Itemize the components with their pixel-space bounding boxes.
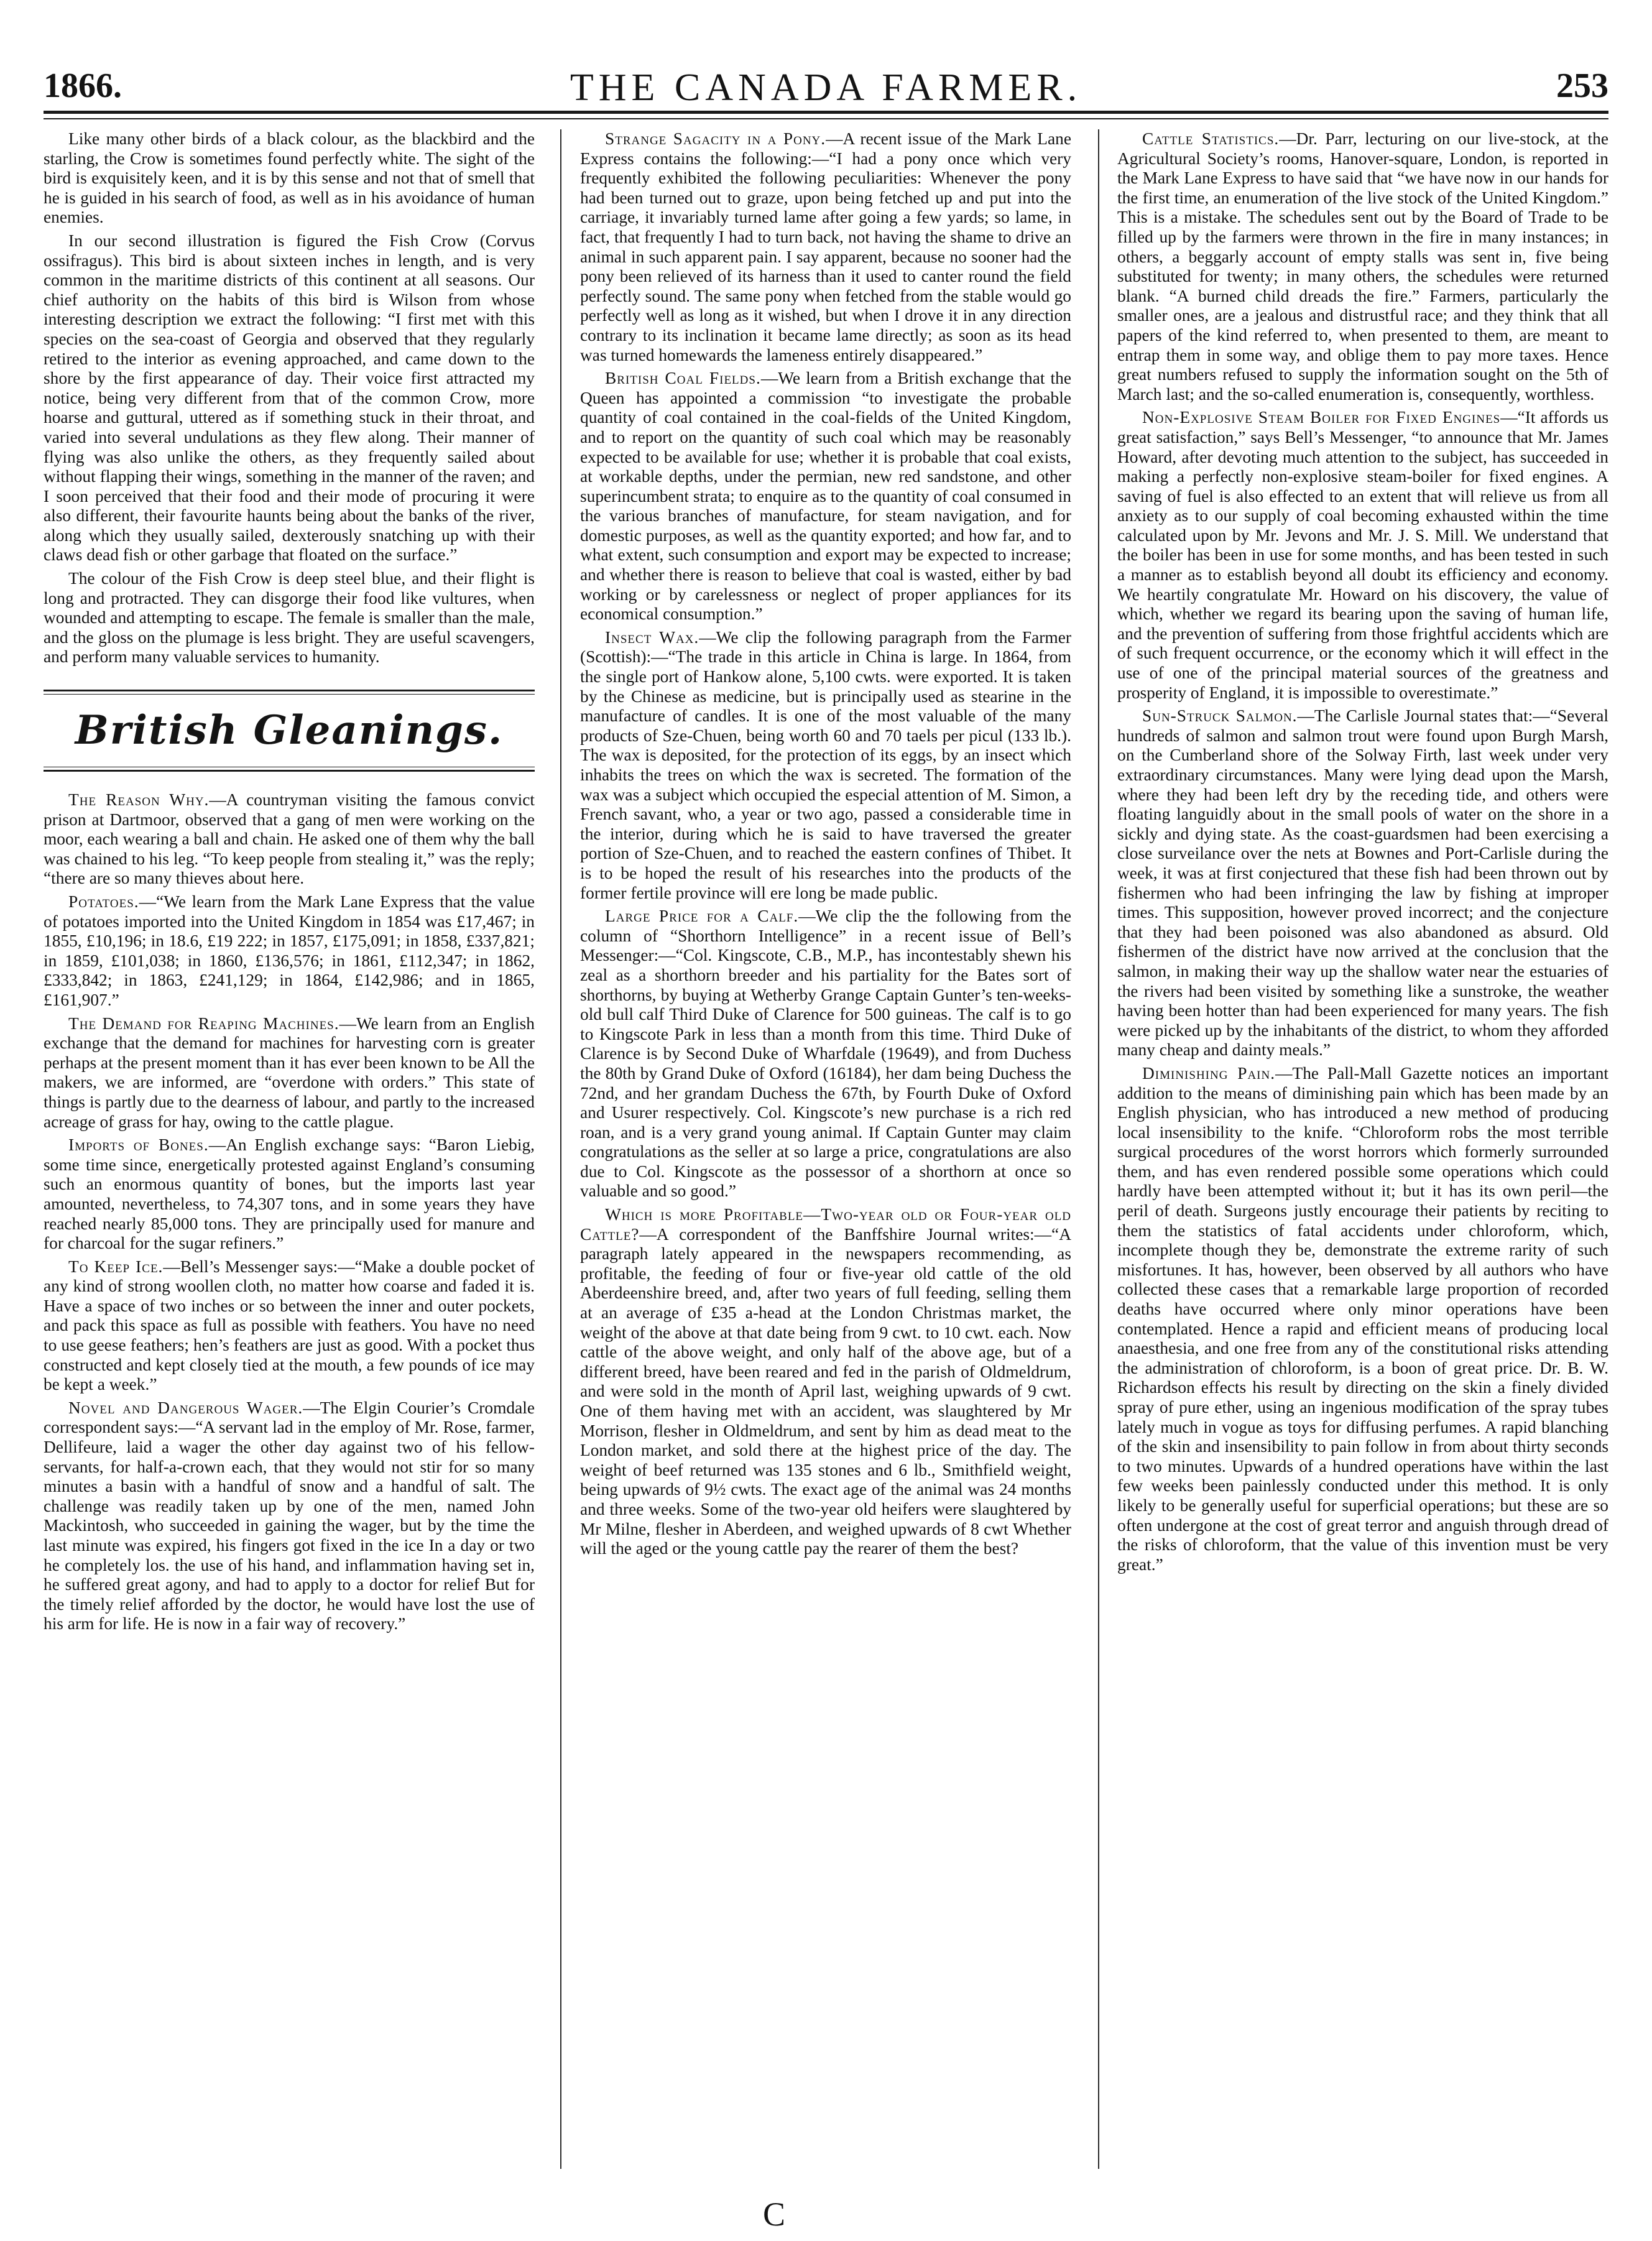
article-heading: Diminishing Pain. <box>1142 1063 1276 1083</box>
article-body: —Dr. Parr, lecturing on our live-stock, at the Agricultural Society’s rooms, Hanover-square, London, is reported in the Mark Lane Express to have said that “we have now in our hands for the first time, an enumeration of the live stock of the United Kingdom.” This is a mistake. The schedules sent out by the Board of Trade to be filled up by the farmers were thrown in the fire in many instances; in others, a beggarly account of empty stalls was sent in, five being substituted for twenty; in many others, the schedules were returned blank. “A burned child dreads the fire.” Farmers, particularly the smaller ones, are a jealous and distrustful race; and they think that all papers of the kind referred to, when presented to them, are meant to entrap them in some way, and oblige them to pay more taxes. Hence great numbers refused to supply the information sought on the 5th of March last; and the so-called enumeration is, consequently, worthless. <box>1117 129 1608 404</box>
column-2 <box>580 129 1071 2181</box>
masthead-rule <box>44 111 1608 114</box>
article <box>44 892 535 1010</box>
article-body: —We learn from an English exchange that the demand for machines for harvesting corn is greater perhaps at the present moment than it has ever been known to be All the makers, we are informed, are “overdone with orders.” This state of things is partly due to the dearness of labour, and partly to the increased acreage of grass for hay, owing to the cattle plague. <box>44 1014 535 1131</box>
article-heading: The Demand for Reaping Machines. <box>68 1014 339 1033</box>
masthead-title: THE CANADA FARMER. <box>570 67 1082 109</box>
page-number: 253 <box>1556 67 1608 105</box>
article-heading: Non-Explosive Steam Boiler for Fixed Engines <box>1142 408 1501 427</box>
article <box>44 1135 535 1254</box>
article-heading: Large Price for a Calf. <box>605 907 799 926</box>
column-divider <box>1098 129 1099 2169</box>
article-heading: The Reason Why. <box>68 790 210 810</box>
signature-mark: C <box>762 2196 786 2233</box>
article-body: —An English exchange says: “Baron Liebig, some time since, energetically protested against England’s consuming such an enormous quantity of bones, but the imports last year amounted, nevertheless, to 74,307 tons, and in some years they have reached nearly 85,000 tons. They are principally used for manure and for charcoal for the sugar refiners.” <box>44 1135 535 1253</box>
article-heading: Cattle Statistics. <box>1142 129 1280 148</box>
article <box>580 369 1071 624</box>
column-3 <box>1117 129 1608 2181</box>
paragraph: In our second illustration is figured the Fish Crow (Corvus ossifragus). This bird is about sixteen inches in length, and is very common in the maritime districts of this continent at all seasons. Our chief authority on the habits of this bird is Wilson from whose interesting description we extract the following: “I first met with this species on the sea-coast of Georgia and observed that they regularly retired to the interior as evening approached, and came down to the shore by the first appearance of day. Their voice first attracted my notice, being very different from that of the common Crow, more hoarse and guttural, uttered as if something stuck in their throat, and varied into several undulations as they flew along. Their manner of flying was also unlike the others, as they frequently sailed about without flapping their wings, something in the manner of the raven; and I soon perceived that their food and their mode of procuring it were also different, their favourite haunts being about the banks of the river, along which they usually sailed, dexterously snatching up with their claws dead fish or other garbage that floated on the surface.” <box>44 231 535 565</box>
article-body: —Bell’s Messenger says:—“Make a double pocket of any kind of strong woollen cloth, no matter how coarse and faded it is. Have a space of two inches or so between the inner and outer pockets, and pack this space as full as possible with feathers. You have no need to use geese feathers; hen’s feathers are just as good. With a pocket thus constructed and kept closely tied at the mouth, a few pounds of ice may be kept a week.” <box>44 1257 535 1394</box>
article-body: —We clip the the following from the column of “Shorthorn Intelligence” in a recent issue of Bell’s Messenger:—“Col. Kingscote, C.B., M.P., has incontestably shewn his zeal as a shorthorn breeder and his partiality for the Bates sort of shorthorns, by buying at Wetherby Grange Captain Gunter’s ten-weeks-old bull calf Third Duke of Clarence for 500 guineas. The calf is to go to Kingscote Park in less than a month from this time. Third Duke of Clarence is by Second Duke of Wharfdale (19649), and from Duchess the 80th by Grand Duke of Oxford (16184), her dam being Duchess the 72nd, and her grandam Duchess the 67th, by Fourth Duke of Oxford and Usurer respectively. Col. Kingscote’s new purchase is a rich red roan, and is a very grand young animal. If Captain Gunter may claim congratulations as the seller at so large a price, congratulations are also due to Col. Kingscote as the possessor of a shorthorn at once so valuable and so good.” <box>580 907 1071 1201</box>
article <box>44 1014 535 1132</box>
article-heading: Sun-Struck Salmon. <box>1142 706 1298 726</box>
article-heading: Potatoes. <box>68 892 139 911</box>
article-body: —The Pall-Mall Gazette notices an important addition to the means of diminishing pain which has been made by an English physician, who has introduced a new method of producing local insensibility to the knife. “Chloroform robs the most terrible surgical procedures of the worst horrors which formerly surrounded them, and has even rendered possible some operations which could hardly have been attempted without it; but it has its own peril—the peril of death. Surgeons justly encourage their patients by reciting to them the statistics of fatal accidents under chloroform, which, incomplete though they be, demonstrate the extreme rarity of such misfortunes. It has, however, been observed by all authors who have collected these cases that a remarkable large proportion of recorded deaths have occurred where only minor operations have been contemplated. Hence a rapid and efficient means of producing local anaesthesia, and one free from any of the constitutional risks attending the administration of chloroform, is a boon of great price. Dr. B. W. Richardson effects his result by directing on the skin a finely divided spray of pure ether, using an ingenious modification of the spray tubes lately much in vogue as toys for diffusing perfumes. A rapid blanching of the skin and insensibility to pain follow in from about thirty seconds to two minutes. Upwards of a hundred operations have within the last few weeks been painlessly conducted under this method. It is only likely to be generally useful for superficial operations; but these are so often undergone at the cost of great terror and anguish through dread of the risks of chloroform, that the value of this invention must be very great.” <box>1117 1063 1608 1574</box>
section-heading: British Gleanings. <box>75 707 504 754</box>
article-heading: Novel and Dangerous Wager. <box>68 1398 303 1417</box>
masthead <box>44 61 1608 123</box>
article-body: —A correspondent of the Banffshire Journal writes:—“A paragraph lately appeared in the newspapers recommending, as profitable, the feeding of four or five-year old cattle of the old Aberdeenshire breed, and, after two years of full feeding, selling them at an average of £35 a-head at the London Christmas market, the weight of the above at that date being from 9 cwt. to 10 cwt. each. Now cattle of the above weight, and only half of the above age, but of a different breed, have been reared and fed in the parish of Oldmeldrum, and were sold in the month of April last, weighing upwards of 9 cwt. One of them having met with an accident, was slaughtered by Mr Morrison, flesher in Oldmeldrum, and sent by him as dead meat to the London market, and sold there at the highest price of the day. The weight of beef returned was 135 stones and 6 lb., Smithfield weight, being upwards of 9½ cwts. The exact age of the animal was 24 months and three weeks. Some of the two-year old heifers were slaughtered by Mr Milne, flesher in Aberdeen, and weighed upwards of 8 cwt Whether will the aged or the young cattle pay the rearer of them the best? <box>580 1224 1071 1558</box>
article-body: —“We learn from the Mark Lane Express that the value of potatoes imported into the United Kingdom in 1854 was £17,467; in 1855, £10,196; in 18.6, £19 222; in 1857, £175,091; in 1858, £337,821; in 1859, £101,038; in 1860, £136,576; in 1861, £112,347; in 1862, £333,842; in 1863, £241,129; in 1864, £142,986; and in 1865, £161,907.” <box>44 892 535 1009</box>
article-heading: Insect Wax. <box>605 627 699 647</box>
article-body: —“It affords us great satisfaction,” says Bell’s Messenger, “to announce that Mr. James Howard, after devoting much attention to the subject, has succeeded in making a perfectly non-explosive steam-boiler for fixed engines. A saving of fuel is also effected to an extent that will relieve us from all anxiety as to our supply of coal becoming exhausted within the time calculated upon by Mr. Jevons and Mr. J. S. Mill. We understand that the boiler has been in use for some months, and has been tested in such a manner as to establish beyond all doubt its efficiency and economy. We heartily congratulate Mr. Howard on his discovery, the value of which, whether we regard its bearing upon the saving of human life, and the prevention of suffering from those frightful accidents which are of such frequent occurrence, or the economy which it will effect in the use of one of the principal material sources of the greatness and prosperity of England, it is impossible to overestimate.” <box>1117 408 1608 702</box>
article <box>580 907 1071 1201</box>
paragraph: Like many other birds of a black colour, as the blackbird and the starling, the Crow is sometimes found perfectly white. The sight of the bird is exquisitely keen, and it is by this sense and not that of smell that he is guided in his search of food, as well as in his avoidance of human enemies. <box>44 129 535 227</box>
article <box>580 628 1071 903</box>
article <box>44 790 535 889</box>
article-heading: Strange Sagacity in a Pony. <box>605 129 826 148</box>
article <box>44 1257 535 1395</box>
column-divider <box>560 129 561 2169</box>
article <box>44 1398 535 1634</box>
article-heading: Which is more Profitable—Two-year old or Four-year old Cattle? <box>580 1205 1071 1244</box>
divider <box>44 690 535 691</box>
article-heading: Imports of Bones. <box>68 1135 209 1155</box>
article-body: —A recent issue of the Mark Lane Express contains the following:—“I had a pony once which very frequently exhibited the following peculiarities: Whenever the pony had been turned out to graze, upon being fetched up and put into the carriage, it invariably turned lame after going a few yards; so lame, in fact, that frequently I had to turn back, not having the shame to drive an animal in such apparent pain. I say apparent, because no sooner had the pony been relieved of its harness than it used to canter round the field perfectly sound. The same pony when fetched from the stable would go perfectly well as long as it wished, but when I drove it in any direction contrary to its inclination it became lame directly; as soon as its head was turned homewards the lameness entirely disappeared.” <box>580 129 1071 364</box>
masthead-year: 1866. <box>44 67 122 105</box>
divider <box>44 770 535 772</box>
article <box>1117 706 1608 1060</box>
article-body: —The Carlisle Journal states that:—“Several hundreds of salmon and salmon trout were found upon Burgh Marsh, on the Cumberland shore of the Solway Firth, last week under very extraordinary circumstances. Many were lying dead upon the Marsh, where they had been left dry by the receding tide, and others were floating languidly about in the small pools of water on the shore in a sickly and dying state. As the coast-guardsmen had been exercising a close surveilance over the nets at Bownes and Port-Carlisle during the week, it was at first conjectured that these fish had been thrown out by fishermen who had been infringing the law by fishing at improper times. This supposition, however proved incorrect; and the conjecture that they had been poisoned was also abandoned as absurd. Old fishermen of the district have now arrived at the conclusion that the salmon, in making their way up the shallow water near the estuaries of the rivers had been visited by something like a sunstroke, the weather having been hotter than had been experienced for many years. The fish were picked up by the inhabitants of the district, to whom they afforded many cheap and dainty meals.” <box>1117 706 1608 1060</box>
masthead-rule-thin <box>44 118 1608 119</box>
paragraph: The colour of the Fish Crow is deep steel blue, and their flight is long and protracted. They can disgorge their food like vultures, when wounded and attempting to escape. The female is smaller than the male, and the gloss on the plumage is less bright. They are useful scavengers, and perform many valuable services to humanity. <box>44 569 535 667</box>
article <box>1117 129 1608 404</box>
article-body: —We clip the following paragraph from the Farmer (Scottish):—“The trade in this article in China is large. In 1864, from the single port of Hankow alone, 5,100 cwts. were exported. It is taken by the Chinese as medicine, but is principally used as stearine in the manufacture of candles. It is one of the most valuable of the many products of Sze-Chuen, being worth 60 and 70 taels per picul (133 lb.). The wax is deposited, for the protection of its eggs, by an insect which inhabits the trees on which the wax is secreted. The formation of the wax was a subject which occupied the especial attention of M. Simon, a French savant, who, a year or two ago, passed a considerable time in the interior, during which he is said to have traversed the greater portion of Sze-Chuen, and to reached the eastern confines of Thibet. It is to be hoped the result of his researches into the products of the former fertile province will ere long be made public. <box>580 627 1071 902</box>
article <box>1117 1064 1608 1574</box>
divider <box>44 694 535 695</box>
article-heading: To Keep Ice. <box>68 1257 164 1276</box>
section-heading-block <box>44 690 535 772</box>
article-body: —The Elgin Courier’s Cromdale correspondent says:—“A servant lad in the employ of Mr. Rose, farmer, Dellifeure, laid a wager the other day against two of his fellow-servants, for half-a-crown each, that they would not stir for so many minutes a basin with a handful of snow and a handful of salt. The challenge was readily taken up by one of the men, named John Mackintosh, who succeeded in gaining the wager, but by the time the last minute was expired, his fingers got fixed in the ice In a day or two he completely los. the use of his hand, and inflammation having set in, he suffered great agony, and had to apply to a doctor for relief But for the timely relief afforded by the doctor, he would have lost the use of his arm for life. He is now in a fair way of recovery.” <box>44 1398 535 1633</box>
article-body: —We learn from a British exchange that the Queen has appointed a commission “to investigate the probable quantity of coal contained in the coal-fields of the United Kingdom, and to report on the quantity of such coal which may be reasonably expected to be available for use; whether it is probable that coal exists, at workable depths, under the permian, new red sandstone, and other superincumbent strata; to enquire as to the quantity of coal consumed in the various branches of manufacture, for steam navigation, and for domestic purposes, as well as the quantity exported; and how far, and to what extent, such consumption and export may be expected to increase; and whether there is reason to believe that coal is wasted, either by bad working or by carelessness or neglect of proper appliances for its economical consumption.” <box>580 369 1071 624</box>
article-body: —A countryman visiting the famous convict prison at Dartmoor, observed that a gang of men were working on the moor, each wearing a ball and chain. He asked one of them why the ball was chained to his leg. “To keep people from stealing it,” was the reply; “there are so many thieves about here. <box>44 790 535 888</box>
article <box>1117 408 1608 703</box>
article <box>580 1205 1071 1559</box>
article-heading: British Coal Fields. <box>605 369 761 388</box>
column-1 <box>44 129 535 2181</box>
article <box>580 129 1071 365</box>
